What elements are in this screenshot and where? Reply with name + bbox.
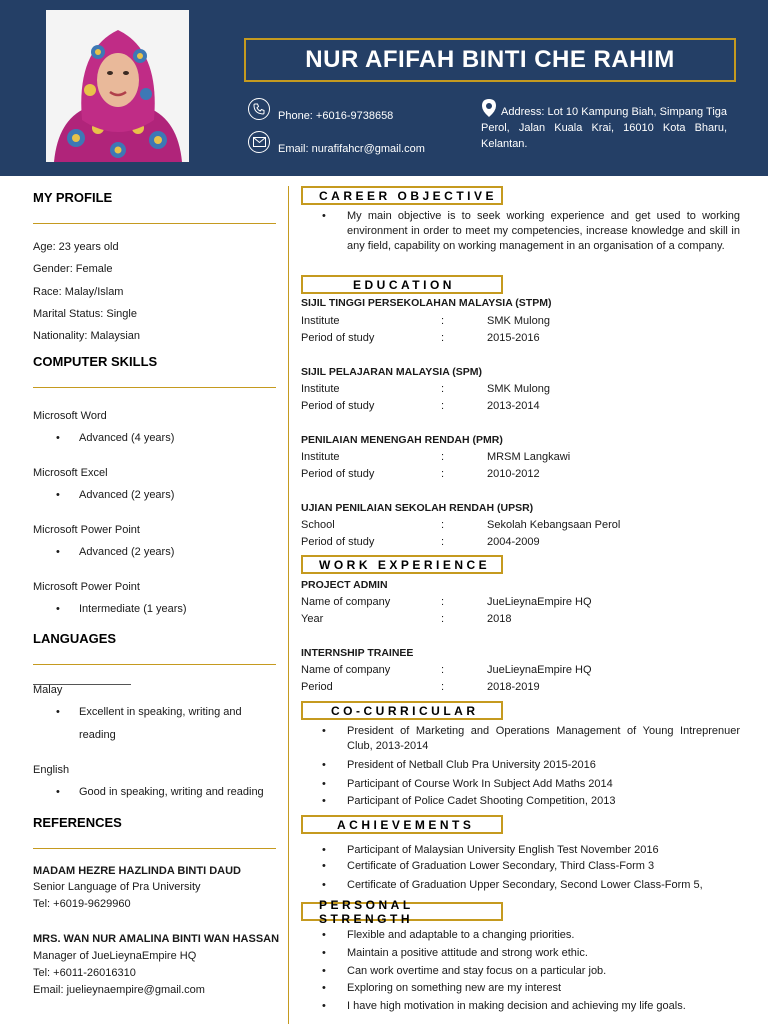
language-name: Malay [33, 684, 63, 696]
strength-item: • Flexible and adaptable to a changing priorities. [322, 928, 740, 943]
work-row: Period : 2018-2019 [301, 681, 540, 693]
skill-name: Microsoft Excel [33, 467, 108, 479]
phone-icon [248, 98, 270, 120]
references-heading: REFERENCES [33, 815, 122, 830]
education-row: Institute : MRSM Langkawi [301, 451, 571, 463]
reference-email: Email: juelieynaempire@gmail.com [33, 984, 205, 996]
profile-age: Age: 23 years old [33, 241, 119, 253]
language-level-cont: reading [79, 729, 116, 741]
achievement-item: • Participant of Malaysian University English Test November 2016 [322, 843, 740, 858]
cocurricular-item: • President of Marketing and Operations Management of Young Intreprenuer Club, 2013-2014 [322, 724, 740, 754]
career-objective-text: • My main objective is to seek working experience and get used to working environment in order to meet my competencies, increase knowledge and skill in any field, capability on working management in an organisation of a company. [322, 209, 740, 254]
profile-marital-status: Marital Status: Single [33, 308, 137, 320]
skill-name: Microsoft Power Point [33, 581, 140, 593]
profile-nationality: Nationality: Malaysian [33, 330, 140, 342]
strength-item: • Can work overtime and stay focus on a particular job. [322, 964, 740, 979]
work-row: Year : 2018 [301, 613, 512, 625]
education-title: SIJIL TINGGI PERSEKOLAHAN MALAYSIA (STPM) [301, 297, 552, 309]
work-row: Name of company : JueLieynaEmpire HQ [301, 596, 592, 608]
header-banner [0, 0, 768, 176]
work-title: INTERNSHIP TRAINEE [301, 647, 414, 659]
education-row: Institute : SMK Mulong [301, 315, 550, 327]
cocurricular-item: • Participant of Course Work In Subject Add Maths 2014 [322, 777, 740, 792]
skill-name: Microsoft Word [33, 410, 107, 422]
cocurricular-item: • President of Netball Club Pra University 2015-2016 [322, 758, 740, 773]
phone-text: Phone: +6016-9738658 [278, 110, 394, 122]
work-title: PROJECT ADMIN [301, 579, 388, 591]
language-name: English [33, 764, 70, 776]
full-name: NUR AFIFAH BINTI CHE RAHIM [305, 46, 675, 73]
profile-gender: Gender: Female [33, 263, 113, 275]
education-row: Period of study : 2015-2016 [301, 332, 540, 344]
reference-role: Senior Language of Pra University [33, 881, 201, 893]
profile-heading: MY PROFILE [33, 190, 113, 205]
languages-heading: LANGUAGES [33, 631, 117, 646]
languages-rule [33, 664, 276, 665]
cocurricular-item: • Participant of Police Cadet Shooting Competition, 2013 [322, 794, 740, 809]
email-text: Email: nurafifahcr@gmail.com [278, 143, 425, 155]
cocurricular-heading: CO-CURRICULAR [301, 701, 503, 720]
computer-skills-heading: COMPUTER SKILLS [33, 354, 158, 369]
education-row: Period of study : 2013-2014 [301, 400, 540, 412]
achievements-heading: ACHIEVEMENTS [301, 815, 503, 834]
achievement-item: • Certificate of Graduation Upper Secondary, Second Lower Class-Form 5, [322, 878, 740, 893]
address-text: Address: Lot 10 Kampung Biah, Simpang Tiga Perol, Jalan Kuala Krai, 16010 Kota Bharu, Kelantan. [481, 106, 727, 150]
reference-tel: Tel: +6019-9629960 [33, 898, 131, 910]
profile-photo [46, 10, 189, 162]
education-heading: EDUCATION [301, 275, 503, 294]
education-title: PENILAIAN MENENGAH RENDAH (PMR) [301, 434, 503, 446]
profile-race: Race: Malay/Islam [33, 286, 124, 298]
education-row: Period of study : 2010-2012 [301, 468, 540, 480]
work-row: Name of company : JueLieynaEmpire HQ [301, 664, 592, 676]
mail-icon [248, 131, 270, 153]
achievement-item: • Certificate of Graduation Lower Secondary, Third Class-Form 3 [322, 859, 740, 874]
reference-name: MRS. WAN NUR AMALINA BINTI WAN HASSAN [33, 933, 280, 945]
reference-name: MADAM HEZRE HAZLINDA BINTI DAUD [33, 865, 241, 877]
references-rule [33, 848, 276, 849]
name-box [244, 38, 736, 82]
education-row: Period of study : 2004-2009 [301, 536, 540, 548]
strength-item: • Maintain a positive attitude and strong work ethic. [322, 946, 740, 961]
education-row: Institute : SMK Mulong [301, 383, 550, 395]
reference-tel: Tel: +6011-26016310 [33, 967, 136, 979]
education-title: SIJIL PELAJARAN MALAYSIA (SPM) [301, 366, 483, 378]
skill-name: Microsoft Power Point [33, 524, 140, 536]
career-objective-heading: CAREER OBJECTIVE [301, 186, 503, 205]
personal-strength-heading: PERSONAL STRENGTH [301, 902, 503, 921]
profile-rule [33, 223, 276, 224]
education-title: UJIAN PENILAIAN SEKOLAH RENDAH (UPSR) [301, 502, 534, 514]
work-experience-heading: WORK EXPERIENCE [301, 555, 503, 574]
education-row: School : Sekolah Kebangsaan Perol [301, 519, 621, 531]
reference-role: Manager of JueLieynaEmpire HQ [33, 950, 197, 962]
strength-item: • I have high motivation in making decision and achieving my life goals. [322, 999, 740, 1014]
column-divider [288, 186, 289, 1024]
strength-item: • Exploring on something new are my interest [322, 981, 740, 996]
computer-skills-rule [33, 387, 276, 388]
